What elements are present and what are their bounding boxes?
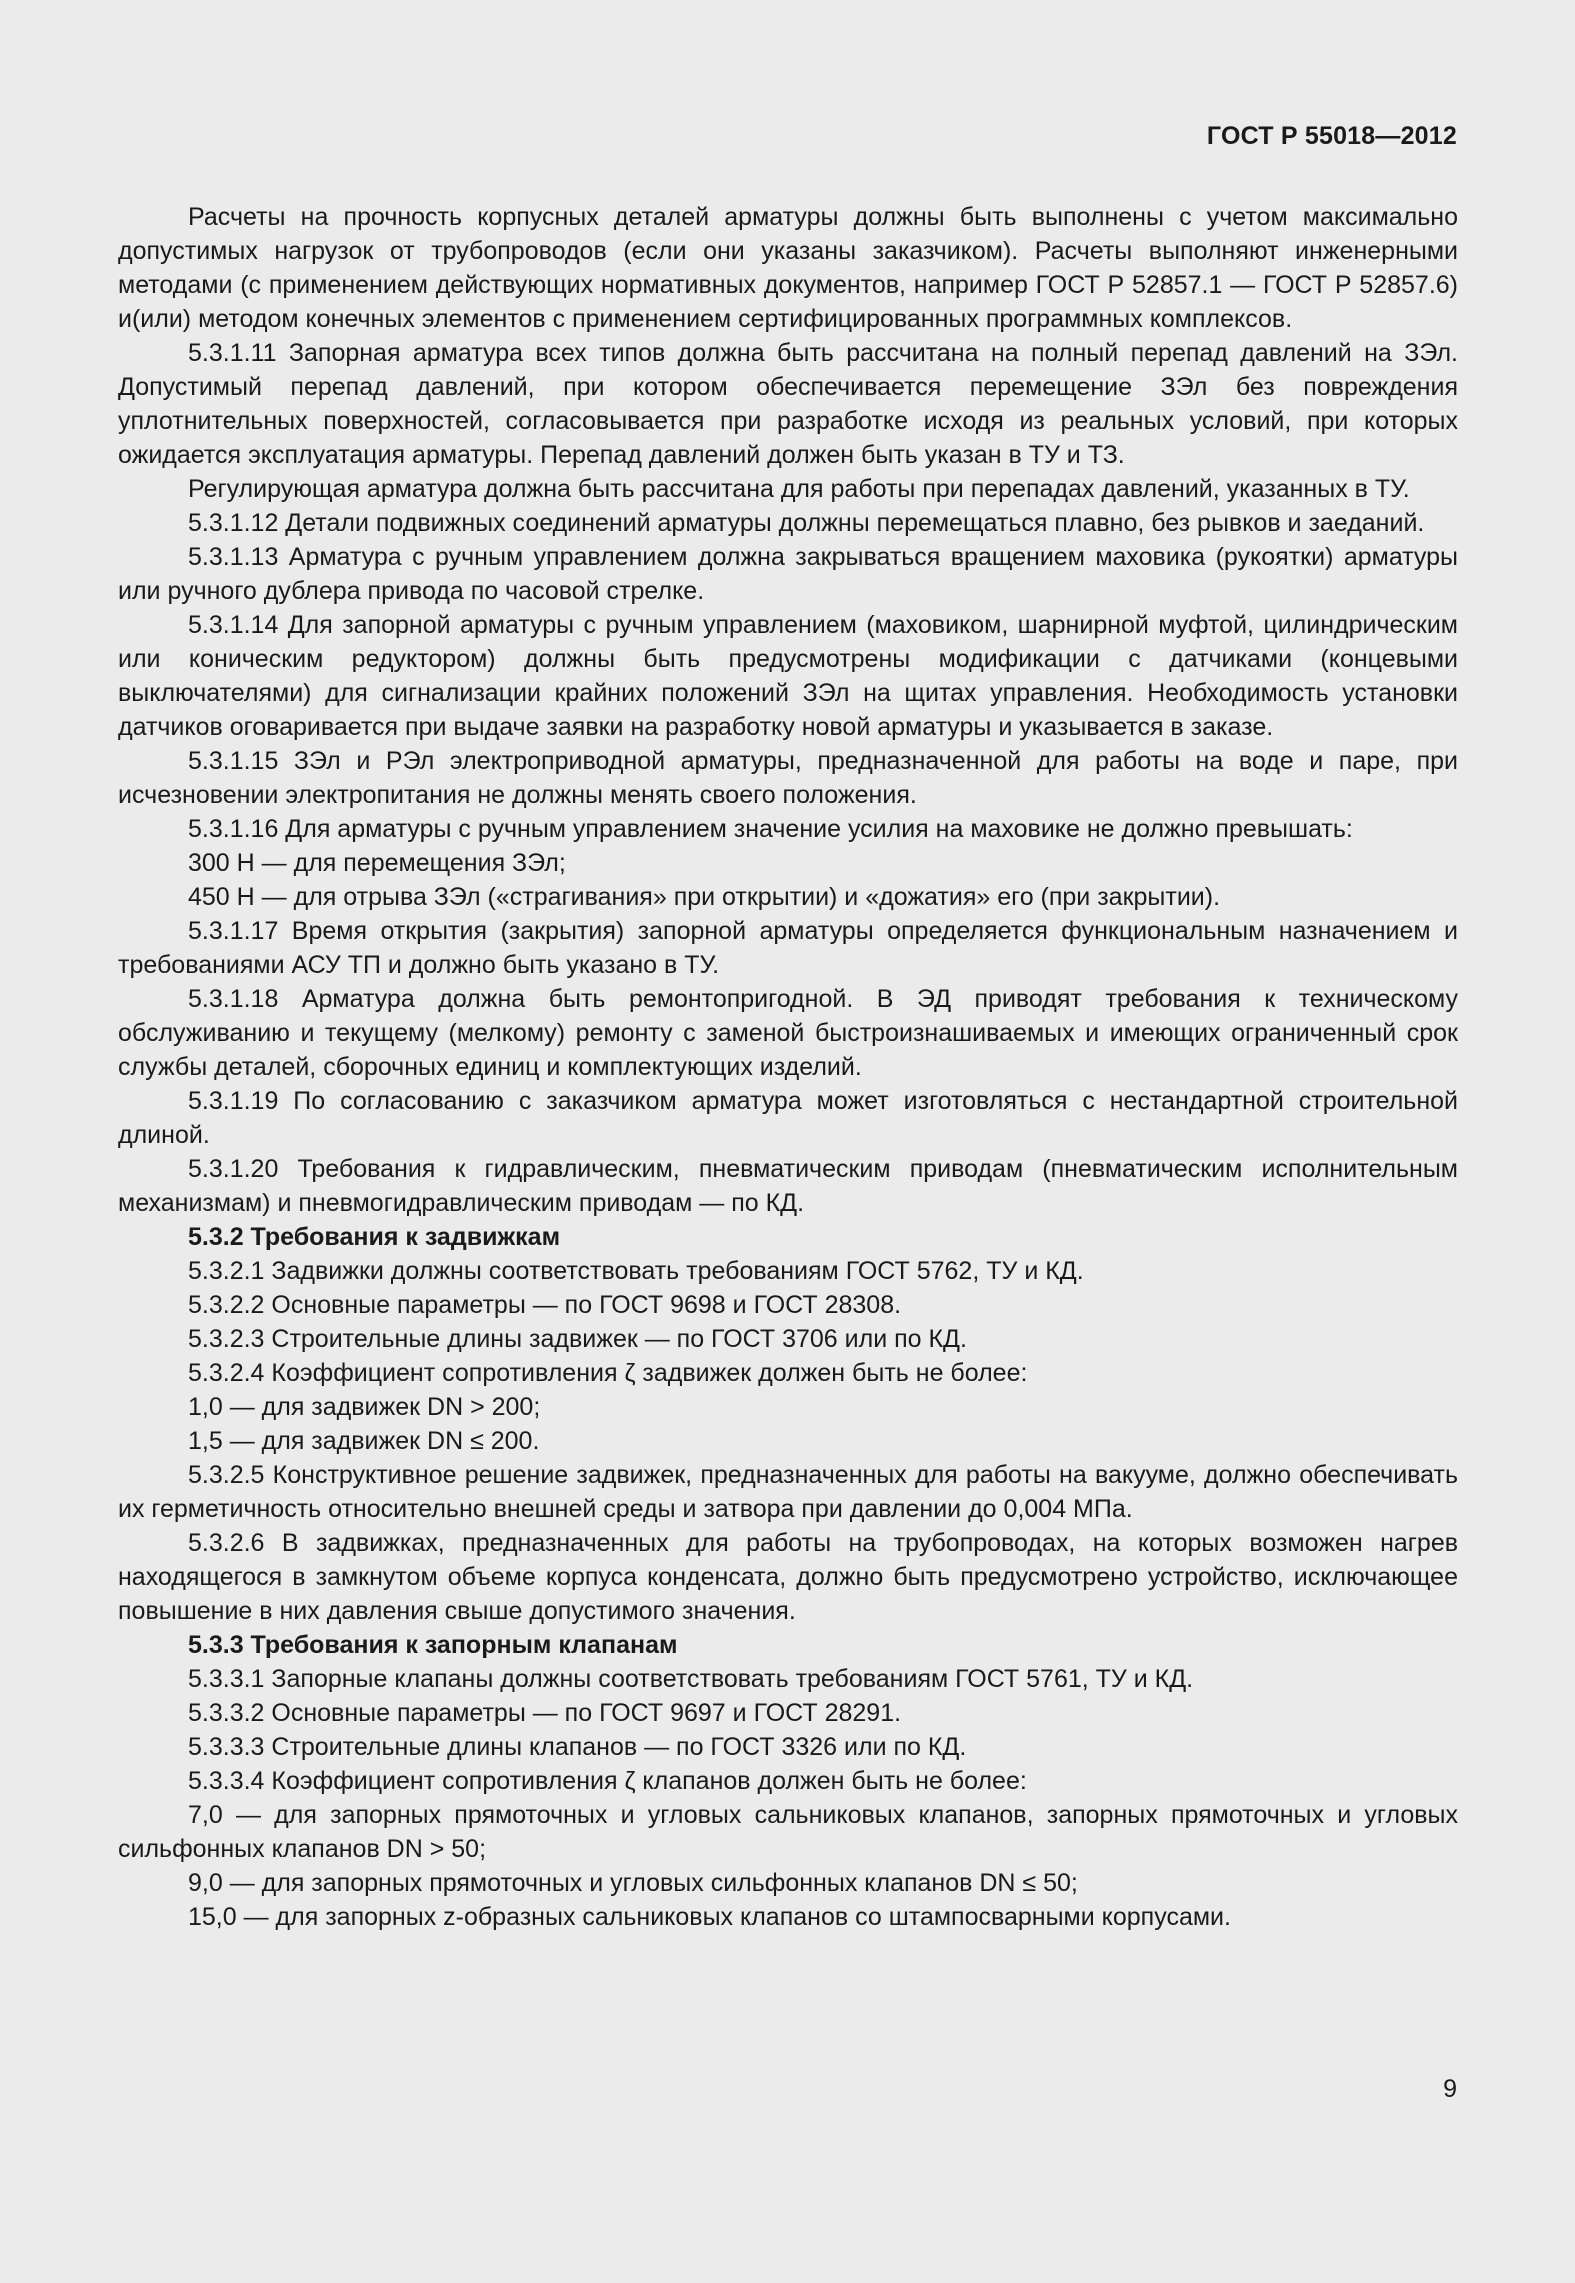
document-header: ГОСТ Р 55018—2012 [1206, 122, 1457, 150]
subsection-heading: 5.3.3 Требования к запорным клапанам [188, 1631, 678, 1659]
paragraph: Расчеты на прочность корпусных деталей арматуры должны быть выполнены с учетом максимально допустимых нагрузок от трубопроводов (если они указаны заказчиком). Расчеты выполняют инженерными методами (с применением действующих нормативных документов, например ГОСТ Р 52857.1 — ГОСТ Р 52857.6) и(или) методом конечных элементов с применением сертифицированных программных комплексов. [118, 203, 1458, 333]
paragraph: 5.3.1.13 Арматура с ручным управлением должна закрываться вращением маховика (рукоятки) арматуры или ручного дублера привода по часовой стрелке. [118, 543, 1458, 605]
paragraph: 300 Н — для перемещения ЗЭл; [188, 849, 566, 877]
paragraph: 5.3.2.1 Задвижки должны соответствовать требованиям ГОСТ 5762, ТУ и КД. [188, 1257, 1084, 1285]
paragraph: 5.3.2.2 Основные параметры — по ГОСТ 9698 и ГОСТ 28308. [188, 1291, 902, 1319]
paragraph: 15,0 — для запорных z-образных сальниковых клапанов со штампосварными корпусами. [188, 1903, 1231, 1931]
paragraph: 5.3.1.11 Запорная арматура всех типов должна быть рассчитана на полный перепад давлений на ЗЭл. Допустимый перепад давлений, при котором обеспечивается перемещение ЗЭл без повреждения уплотнительных поверхностей, согласовывается при разработке исходя из реальных условий, при которых ожидается эксплуатация арматуры. Перепад давлений должен быть указан в ТУ и ТЗ. [118, 339, 1458, 469]
paragraph: 5.3.3.3 Строительные длины клапанов — по ГОСТ 3326 или по КД. [188, 1733, 967, 1761]
paragraph: 5.3.1.12 Детали подвижных соединений арматуры должны перемещаться плавно, без рывков и заеданий. [188, 509, 1425, 537]
paragraph: 5.3.1.17 Время открытия (закрытия) запорной арматуры определяется функциональным назначением и требованиями АСУ ТП и должно быть указано в ТУ. [118, 917, 1458, 979]
paragraph: 5.3.2.3 Строительные длины задвижек — по ГОСТ 3706 или по КД. [188, 1325, 967, 1353]
paragraph: 5.3.1.18 Арматура должна быть ремонтопригодной. В ЭД приводят требования к техническому обслуживанию и текущему (мелкому) ремонту с заменой быстроизнашиваемых и имеющих ограниченный срок службы деталей, сборочных единиц и комплектующих изделий. [118, 985, 1458, 1081]
paragraph: 9,0 — для запорных прямоточных и угловых сильфонных клапанов DN ≤ 50; [188, 1869, 1078, 1897]
paragraph: 5.3.1.14 Для запорной арматуры с ручным управлением (маховиком, шарнирной муфтой, цилиндрическим или коническим редуктором) должны быть предусмотрены модификации с датчиками (концевыми выключателями) для сигнализации крайних положений ЗЭл на щитах управления. Необходимость установки датчиков оговаривается при выдаче заявки на разработку новой арматуры и указывается в заказе. [118, 611, 1458, 741]
page-number: 9 [1443, 2075, 1457, 2103]
paragraph: 5.3.2.6 В задвижках, предназначенных для работы на трубопроводах, на которых возможен нагрев находящегося в замкнутом объеме корпуса конденсата, должно быть предусмотрено устройство, исключающее повышение в них давления свыше допустимого значения. [118, 1529, 1458, 1625]
paragraph: 450 Н — для отрыва ЗЭл («страгивания» при открытии) и «дожатия» его (при закрытии). [188, 883, 1221, 911]
paragraph: 5.3.2.5 Конструктивное решение задвижек, предназначенных для работы на вакууме, должно обеспечивать их герметичность относительно внешней среды и затвора при давлении до 0,004 МПа. [118, 1461, 1458, 1523]
paragraph: 7,0 — для запорных прямоточных и угловых сальниковых клапанов, запорных прямоточных и угловых сильфонных клапанов DN > 50; [118, 1801, 1458, 1863]
paragraph: 5.3.3.1 Запорные клапаны должны соответствовать требованиям ГОСТ 5761, ТУ и КД. [188, 1665, 1194, 1693]
paragraph: 5.3.1.15 ЗЭл и РЭл электроприводной арматуры, предназначенной для работы на воде и паре, при исчезновении электропитания не должны менять своего положения. [118, 747, 1458, 809]
paragraph: 5.3.2.4 Коэффициент сопротивления ζ задвижек должен быть не более: [188, 1359, 1028, 1387]
paragraph: 5.3.3.2 Основные параметры — по ГОСТ 9697 и ГОСТ 28291. [188, 1699, 902, 1727]
document-body [118, 200, 1458, 1934]
paragraph: Регулирующая арматура должна быть рассчитана для работы при перепадах давлений, указанных в ТУ. [188, 475, 1410, 503]
paragraph: 1,5 — для задвижек DN ≤ 200. [188, 1427, 540, 1455]
paragraph: 5.3.3.4 Коэффициент сопротивления ζ клапанов должен быть не более: [188, 1767, 1027, 1795]
paragraph: 5.3.1.20 Требования к гидравлическим, пневматическим приводам (пневматическим исполнительным механизмам) и пневмогидравлическим приводам — по КД. [118, 1155, 1458, 1217]
paragraph: 1,0 — для задвижек DN > 200; [188, 1393, 541, 1421]
subsection-heading: 5.3.2 Требования к задвижкам [188, 1223, 561, 1251]
paragraph: 5.3.1.19 По согласованию с заказчиком арматура может изготовляться с нестандартной строительной длиной. [118, 1087, 1458, 1149]
paragraph: 5.3.1.16 Для арматуры с ручным управлением значение усилия на маховике не должно превышать: [188, 815, 1353, 843]
